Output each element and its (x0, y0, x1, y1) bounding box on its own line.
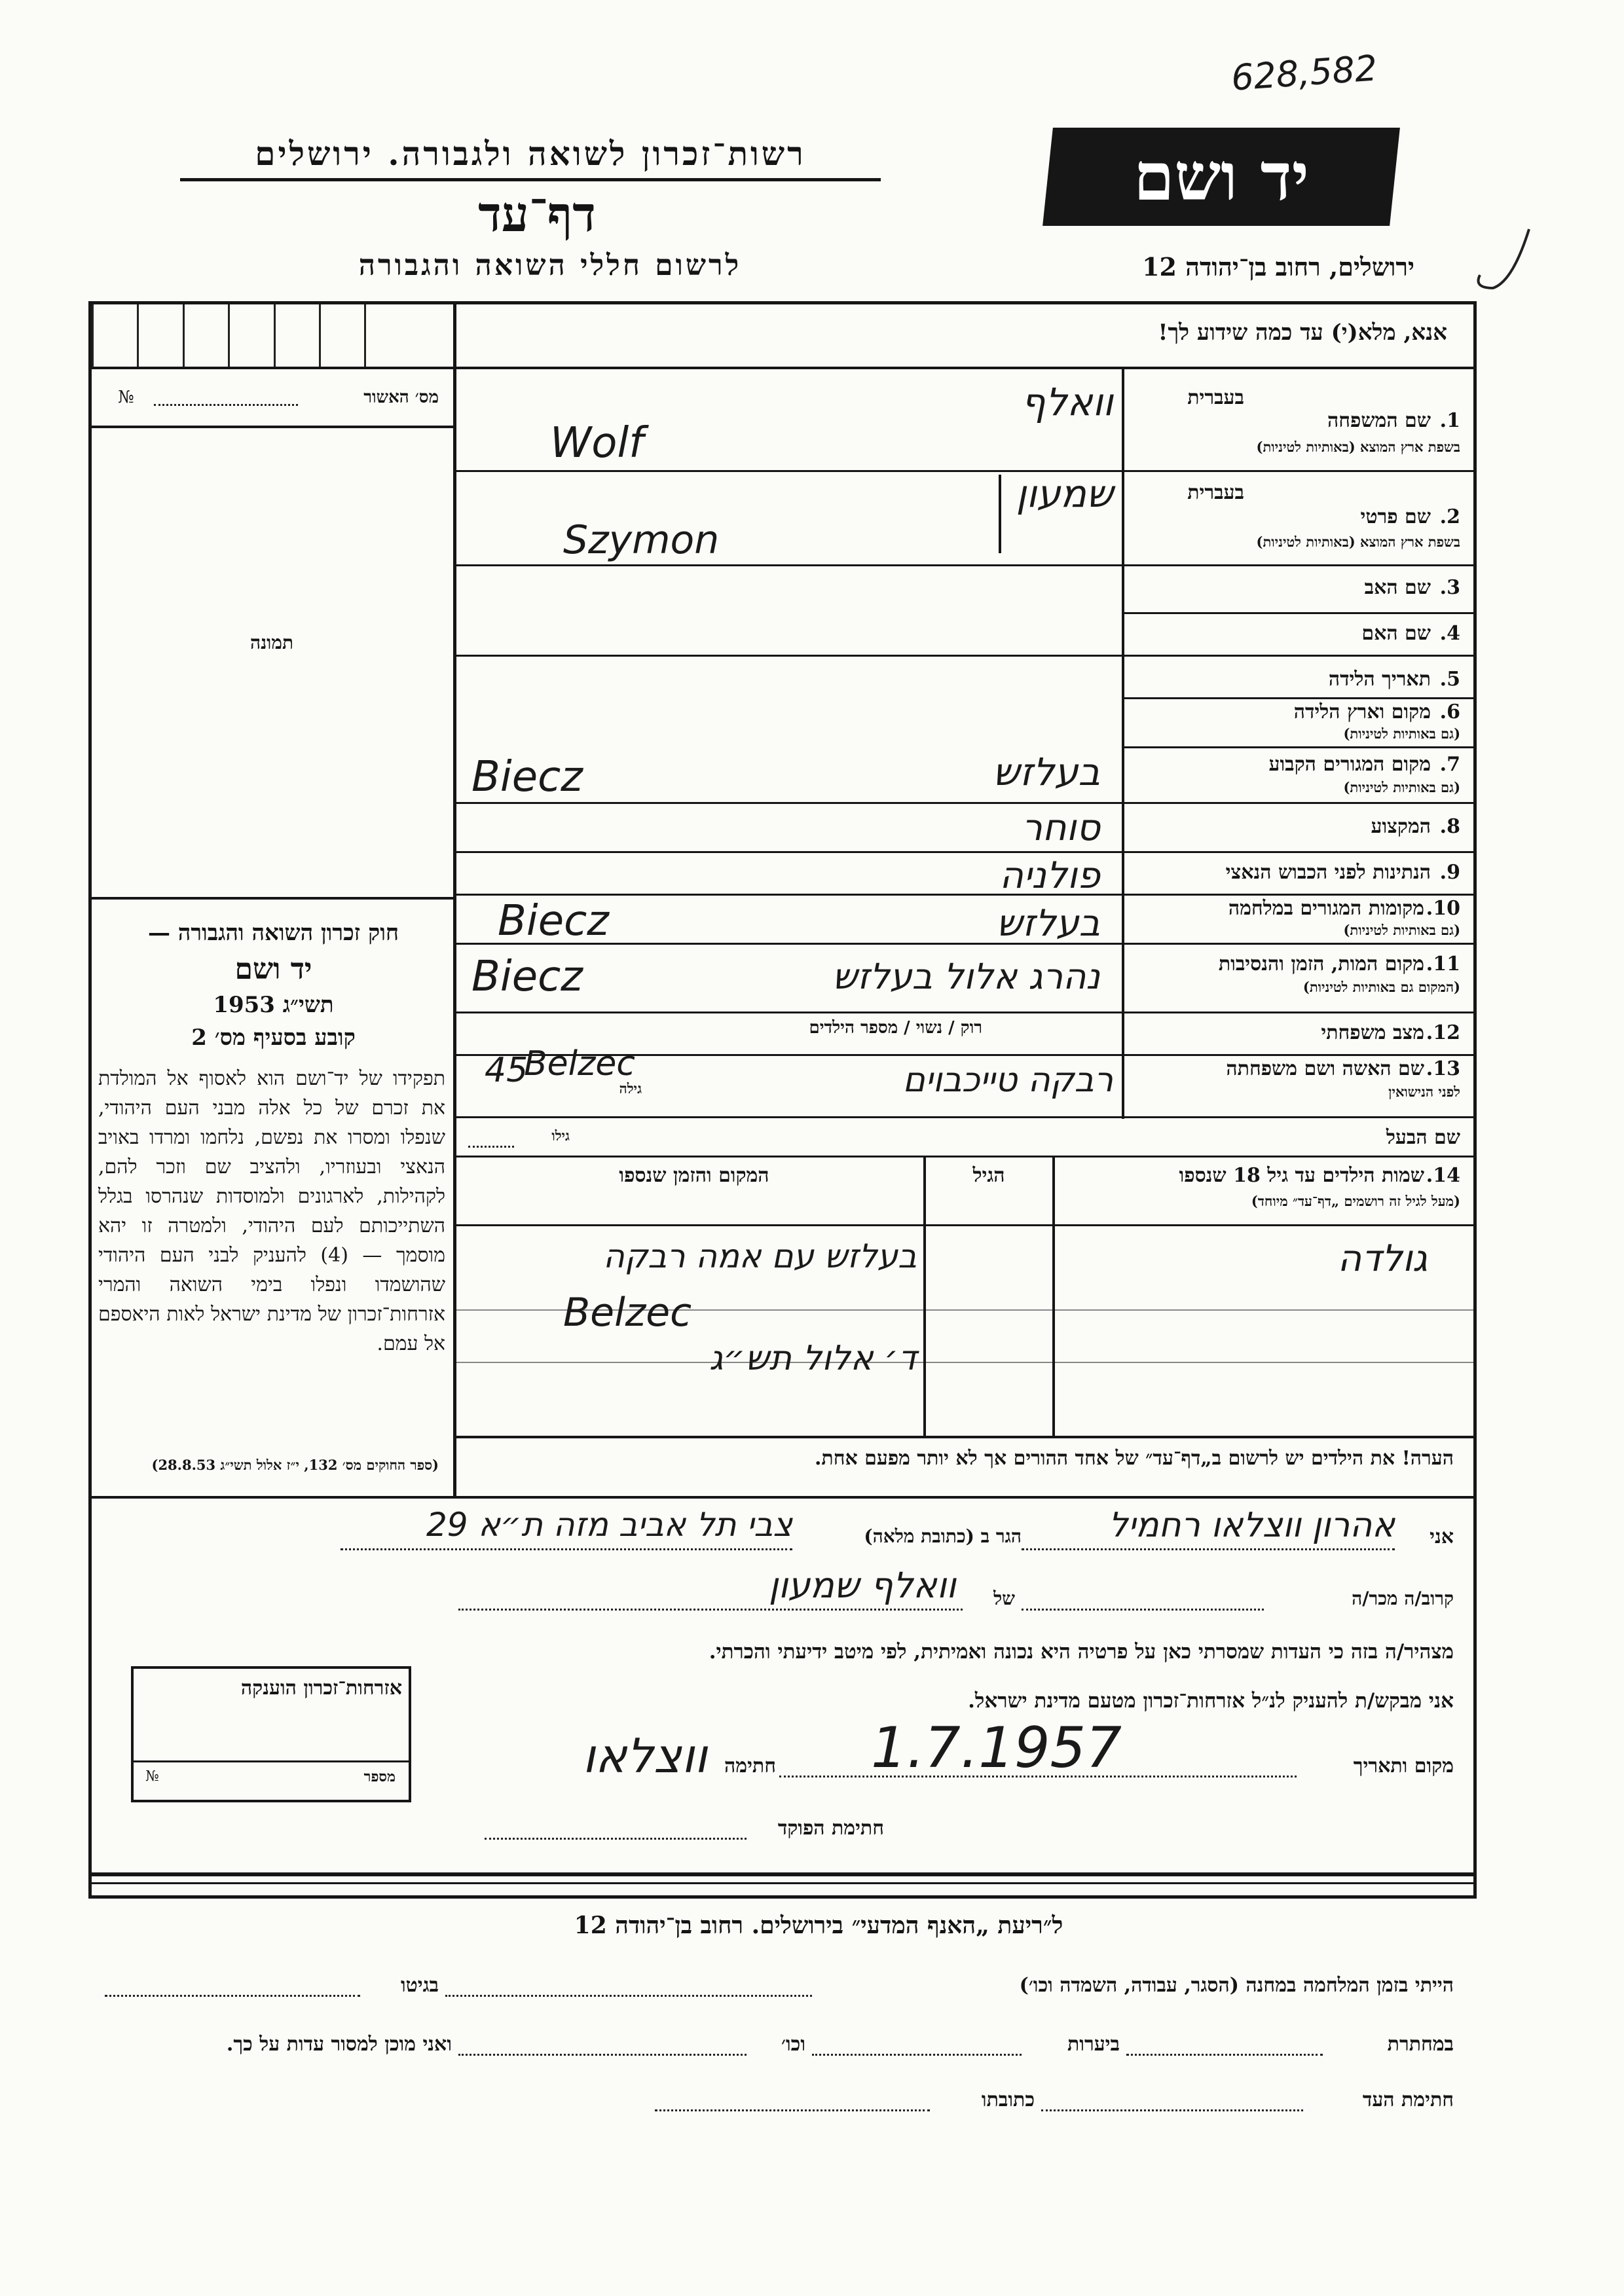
witness-title: ל״ריעת „האנף המדעי״ בירושלים. רחוב בן־יהודה 12 (574, 1912, 1063, 1939)
law-year: תשי״ג 1953 (213, 992, 334, 1018)
form-subtitle: לרשום חללי השואה והגבורה (358, 249, 742, 282)
field-12-label: מצב משפחתי (1321, 1021, 1424, 1044)
witness-underground: במחתרת (1387, 2033, 1454, 2056)
field-2-latin-value: Szymon (563, 517, 720, 563)
field-2-hebrew-tag: בעברית (1187, 481, 1244, 504)
field-10-hint: (גם באותיות לטיניות) (1343, 922, 1460, 938)
certificate-no-label: מספר (363, 1768, 396, 1785)
field-13-number: 13. (1426, 1057, 1460, 1080)
field-6-hint: (גם באותיות לטיניות) (1343, 725, 1460, 742)
check-mark (1467, 223, 1532, 295)
law-title: חוק זכרון השואה והגבורה — (147, 920, 399, 946)
witness-forests: ביערות (1067, 2033, 1120, 2056)
children-title: שמות הילדים עד גיל 18 שנספו (1179, 1164, 1424, 1187)
declaration-statement-2: אני מבקש/ת להעניק לנ״ל אזרחות־זכרון מטעם מדינת ישראל. (968, 1689, 1454, 1713)
relation-label: קרוב/ה מכר/ה (1352, 1588, 1454, 1609)
law-ref: (ספר החוקים מס׳ 132, י״ז אלול תשי״ג 28.8.53) (151, 1457, 439, 1473)
field-6-label: מקום וארץ הלידה (1293, 701, 1431, 723)
field-2-hint: בשפת ארץ המוצא (באותיות לטיניות) (1256, 534, 1460, 550)
children-col-age: הגיל (972, 1164, 1005, 1187)
address: ירושלים, רחוב בן־יהודה 12 (1142, 252, 1414, 282)
children-hint: (מעל לגיל זה רושמים „דף־עד״ מיוחד) (1251, 1193, 1460, 1209)
field-2-label: שם פרטי (1360, 505, 1431, 528)
field-2-hebrew-value: שמעון (1016, 471, 1113, 516)
field-3-number: 3. (1439, 576, 1460, 599)
field-9-label: הנתינות לפני הכבוש הנאצי (1225, 861, 1431, 884)
approval-no: № (118, 388, 134, 407)
relation-of-label: של (993, 1588, 1015, 1609)
certificate-no: № (145, 1768, 159, 1785)
declaration-address: צבי תל אביב מזה ת״א 29 (426, 1506, 792, 1544)
children-number: 14. (1426, 1164, 1460, 1187)
witness-line-1-end: בגיטו (400, 1974, 439, 1997)
instruction-text: אנא, מלא(י) עד כמה שידוע לך! (1158, 319, 1447, 346)
field-4-label: שם האם (1361, 622, 1431, 645)
photo-label: תמונה (249, 632, 294, 653)
witness-signature: חתימת העד (1362, 2088, 1454, 2111)
children-place-value: Belzec (563, 1290, 692, 1336)
field-10-number: 10. (1426, 897, 1460, 920)
yad-vashem-logo (1043, 128, 1400, 226)
relation-value: וואלף שמעון (768, 1565, 956, 1606)
children-name-value: גולדה (1337, 1237, 1428, 1280)
field-5-label: תאריך הלידה (1328, 668, 1431, 691)
field-1-latin-value: Wolf (550, 419, 644, 467)
field-10-hebrew-value: בעלזש (996, 902, 1100, 945)
form-title: דף־עד (478, 187, 596, 243)
field-13-label: שם האשה ושם משפחתה (1226, 1057, 1424, 1080)
note-text: הערה! את הילדים יש לרשום ב„דף־עד״ של אחד ההורים אך לא יותר מפעם אחת. (814, 1447, 1454, 1470)
field-13-spouse-name: רבקה טייכבוים (902, 1061, 1113, 1100)
field-7-hint: (גם באותיות לטיניות) (1343, 779, 1460, 795)
field-7-latin-value: Biecz (471, 753, 583, 801)
field-11-hebrew-value: נהרג אלול בעלזש (832, 956, 1100, 997)
field-6-number: 6. (1439, 701, 1460, 723)
children-place-hebrew: בעלזש עם אמה רבקה (603, 1237, 917, 1275)
field-13-age-label: גילה (619, 1080, 642, 1097)
officer-signature-label: חתימת הפוקד (777, 1817, 884, 1840)
field-1-label: שם המשפחה (1327, 409, 1431, 432)
field-2-number: 2. (1439, 505, 1460, 528)
field-11-label: מקום המות, הזמן והנסיבות (1218, 953, 1424, 975)
declaration-date: 1.7.1957 (871, 1715, 1122, 1781)
place-date-label: מקום ותאריך (1353, 1755, 1454, 1777)
field-1-number: 1. (1439, 409, 1460, 432)
witness-ready: ואני מוכן למסור עדות על כך. (226, 2033, 452, 2056)
children-col-place: המקום והזמן שנספו (619, 1164, 769, 1187)
field-8-value: סוחר (1022, 807, 1100, 849)
field-9-number: 9. (1439, 861, 1460, 884)
field-7-label: מקום המגורים הקבוע (1268, 753, 1431, 776)
field-8-number: 8. (1439, 815, 1460, 838)
approval-label: מס׳ האשור (363, 388, 439, 407)
field-10-latin-value: Biecz (498, 897, 609, 945)
approval-boxes (92, 304, 453, 369)
field-13-hint: לפני הנישואין (1388, 1084, 1460, 1100)
field-13-place-value: Belzec (524, 1044, 635, 1084)
certificate-label: אזרחות־זכרון הוענקה (240, 1677, 402, 1700)
witness-line-1: הייתי בזמן המלחמה במחנה (הסגר, עבודה, השמדה וכו׳) (1019, 1974, 1454, 1997)
field-12-number: 12. (1426, 1021, 1460, 1044)
field-3-label: שם האב (1364, 576, 1431, 599)
signature-value: ווצלאו (582, 1728, 707, 1783)
authority-name: רשות־זכרון לשואה ולגבורה. ירושלים (255, 134, 806, 173)
signature-label: חתימה (724, 1755, 776, 1777)
witness-address: כתובתו (981, 2088, 1035, 2111)
witness-etc: וכו׳ (781, 2033, 805, 2056)
field-5-number: 5. (1439, 668, 1460, 691)
declarant-name: אהרון ווצלאו רחמיל (1109, 1506, 1395, 1545)
children-date-value: ד׳ אלול תש״ג (709, 1339, 917, 1378)
field-8-label: המקצוע (1371, 815, 1431, 838)
husband-age-label: גילו (551, 1127, 570, 1144)
husband-label: שם הבעל (1386, 1126, 1460, 1149)
field-11-latin-value: Biecz (471, 953, 583, 1001)
archive-number: 628,582 (1230, 47, 1379, 99)
field-1-hebrew-value: וואלף (1021, 380, 1113, 424)
field-7-number: 7. (1439, 753, 1460, 776)
field-13-age-value: 45 (485, 1051, 528, 1090)
field-9-value: פולניה (999, 854, 1100, 897)
logo-text: יד ושם (1134, 138, 1309, 215)
field-10-label: מקומות המגורים במלחמה (1228, 897, 1424, 920)
law-name: יד ושם (234, 953, 312, 986)
field-1-hebrew-tag: בעברית (1187, 386, 1244, 409)
field-12-options: רוק / נשוי / מספר הילדים (809, 1018, 982, 1038)
law-text: תפקידו של יד־ושם הוא לאסוף אל המולדת את זכרם של כל אלה מבני העם היהודי, שנפלו ומסרו את נפשם, נלחמו ומרדו באויב הנאצי ובעוזריו, ולהציב שם וזכר להם, לקהילות, לארגונים ולמוסדות שנהרסו בגלל השתייכותם לעם היהודי, ולמטרה זו יהא מוסמך — (4) להעניק לבני העם היהודי שהושמדו ונפלו בימי השואה והמרי אזרחות־זכרון של מדינת ישראל לאות היאספם אל עמם. (98, 1067, 445, 1355)
field-4-number: 4. (1439, 622, 1460, 645)
certificate-box (131, 1666, 411, 1802)
field-1-hint: בשפת ארץ המוצא (באותיות לטיניות) (1256, 439, 1460, 455)
declaration-address-label: הגר ב (כתובת מלאה) (864, 1525, 1022, 1547)
field-11-number: 11. (1426, 953, 1460, 975)
field-11-hint: (המקום גם באותיות לטיניות) (1302, 979, 1460, 995)
declaration-prefix: אני (1430, 1525, 1454, 1548)
field-7-hebrew-value: בעלזש (993, 750, 1100, 794)
law-section: קובע בסעיף מס׳ 2 (191, 1025, 356, 1051)
declaration-statement-1: מצהיר/ה בזה כי העדות שמסרתי כאן על פרטיה היא נכונה ואמיתית, לפי מיטב ידיעתי והכרתי. (709, 1640, 1454, 1664)
